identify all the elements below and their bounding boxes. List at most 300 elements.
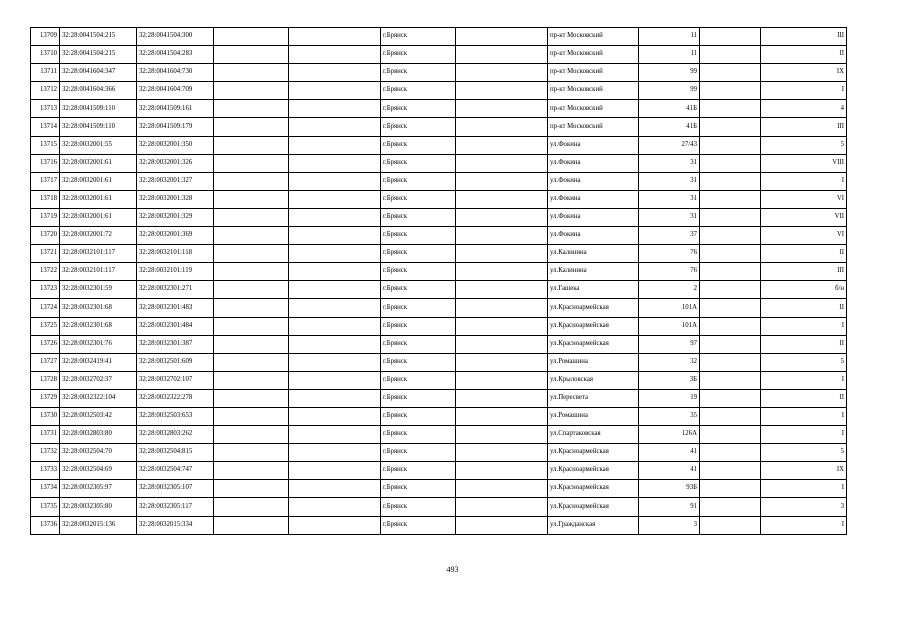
street-cell: ул.Гашека <box>548 281 639 299</box>
cadastral-object-cell: 32:28:0032301:387 <box>137 335 214 353</box>
empty-cell <box>456 299 548 317</box>
premises-number-cell: I <box>761 407 847 425</box>
house-number-cell: 93Б <box>639 480 700 498</box>
empty-cell <box>456 426 548 444</box>
table-row <box>31 299 847 317</box>
house-number-cell: 19 <box>639 389 700 407</box>
house-number-cell: 31 <box>639 190 700 208</box>
house-number-cell: 31 <box>639 208 700 226</box>
city-cell: г.Брянск <box>381 154 456 172</box>
row-number-cell: 13727 <box>31 353 60 371</box>
premises-number-cell: I <box>761 172 847 190</box>
empty-cell <box>289 208 381 226</box>
empty-cell <box>214 281 289 299</box>
empty-cell <box>700 389 761 407</box>
premises-number-cell: II <box>761 335 847 353</box>
street-cell: ул.Фокина <box>548 208 639 226</box>
street-cell: ул.Гражданская <box>548 516 639 534</box>
cadastral-object-cell: 32:28:0032001:369 <box>137 227 214 245</box>
street-cell: пр-кт Московский <box>548 46 639 64</box>
house-number-cell: 2 <box>639 281 700 299</box>
premises-number-cell: I <box>761 371 847 389</box>
empty-cell <box>289 389 381 407</box>
street-cell: ул.Фокина <box>548 154 639 172</box>
street-cell: пр-кт Московский <box>548 100 639 118</box>
empty-cell <box>214 136 289 154</box>
empty-cell <box>456 407 548 425</box>
empty-cell <box>700 371 761 389</box>
city-cell: г.Брянск <box>381 407 456 425</box>
street-cell: пр-кт Московский <box>548 28 639 46</box>
city-cell: г.Брянск <box>381 208 456 226</box>
street-cell: ул.Калинина <box>548 263 639 281</box>
house-number-cell: 126А <box>639 426 700 444</box>
empty-cell <box>700 28 761 46</box>
empty-cell <box>456 281 548 299</box>
empty-cell <box>456 154 548 172</box>
table-row <box>31 389 847 407</box>
premises-number-cell: 3 <box>761 498 847 516</box>
house-number-cell: 76 <box>639 245 700 263</box>
cadastral-parcel-cell: 32:28:0041509:110 <box>60 118 137 136</box>
cadastral-object-cell: 32:28:0041604:730 <box>137 64 214 82</box>
row-number-cell: 13731 <box>31 426 60 444</box>
cadastral-object-cell: 32:28:0032001:328 <box>137 190 214 208</box>
empty-cell <box>289 317 381 335</box>
table-row <box>31 190 847 208</box>
premises-number-cell: IX <box>761 64 847 82</box>
city-cell: г.Брянск <box>381 82 456 100</box>
cadastral-object-cell: 32:28:0032322:278 <box>137 389 214 407</box>
empty-cell <box>289 190 381 208</box>
city-cell: г.Брянск <box>381 136 456 154</box>
row-number-cell: 13714 <box>31 118 60 136</box>
table-row <box>31 516 847 534</box>
house-number-cell: 41 <box>639 462 700 480</box>
empty-cell <box>214 335 289 353</box>
empty-cell <box>700 299 761 317</box>
empty-cell <box>700 118 761 136</box>
street-cell: ул.Красноармейская <box>548 317 639 335</box>
row-number-cell: 13710 <box>31 46 60 64</box>
house-number-cell: 99 <box>639 82 700 100</box>
table-row <box>31 462 847 480</box>
empty-cell <box>456 335 548 353</box>
row-number-cell: 13732 <box>31 444 60 462</box>
empty-cell <box>456 64 548 82</box>
premises-number-cell: II <box>761 389 847 407</box>
cadastral-parcel-cell: 32:28:0032504:70 <box>60 444 137 462</box>
street-cell: ул.Фокина <box>548 136 639 154</box>
house-number-cell: 101А <box>639 299 700 317</box>
city-cell: г.Брянск <box>381 172 456 190</box>
premises-number-cell: III <box>761 28 847 46</box>
street-cell: ул.Фокина <box>548 227 639 245</box>
row-number-cell: 13718 <box>31 190 60 208</box>
empty-cell <box>700 227 761 245</box>
cadastral-parcel-cell: 32:28:0041504:215 <box>60 46 137 64</box>
empty-cell <box>289 462 381 480</box>
empty-cell <box>456 462 548 480</box>
cadastral-object-cell: 32:28:0032015:334 <box>137 516 214 534</box>
city-cell: г.Брянск <box>381 353 456 371</box>
empty-cell <box>289 516 381 534</box>
cadastral-parcel-cell: 32:28:0032305:97 <box>60 480 137 498</box>
table-row <box>31 118 847 136</box>
city-cell: г.Брянск <box>381 317 456 335</box>
city-cell: г.Брянск <box>381 28 456 46</box>
table-row <box>31 227 847 245</box>
cadastral-object-cell: 32:28:0032803:262 <box>137 426 214 444</box>
premises-number-cell: 5 <box>761 444 847 462</box>
premises-number-cell: I <box>761 480 847 498</box>
house-number-cell: 76 <box>639 263 700 281</box>
table-row <box>31 28 847 46</box>
row-number-cell: 13725 <box>31 317 60 335</box>
cadastral-object-cell: 32:28:0032001:327 <box>137 172 214 190</box>
row-number-cell: 13713 <box>31 100 60 118</box>
cadastral-object-cell: 32:28:0032305:117 <box>137 498 214 516</box>
cadastral-parcel-cell: 32:28:0041604:366 <box>60 82 137 100</box>
city-cell: г.Брянск <box>381 480 456 498</box>
house-number-cell: 41Б <box>639 100 700 118</box>
empty-cell <box>214 498 289 516</box>
empty-cell <box>700 172 761 190</box>
empty-cell <box>214 64 289 82</box>
empty-cell <box>289 498 381 516</box>
city-cell: г.Брянск <box>381 462 456 480</box>
empty-cell <box>700 190 761 208</box>
empty-cell <box>700 245 761 263</box>
empty-cell <box>456 82 548 100</box>
empty-cell <box>456 444 548 462</box>
house-number-cell: 3Б <box>639 371 700 389</box>
street-cell: пр-кт Московский <box>548 82 639 100</box>
cadastral-object-cell: 32:28:0041604:709 <box>137 82 214 100</box>
street-cell: ул.Крыловская <box>548 371 639 389</box>
cadastral-parcel-cell: 32:28:0032504:69 <box>60 462 137 480</box>
empty-cell <box>289 335 381 353</box>
empty-cell <box>214 172 289 190</box>
street-cell: ул.Красноармейская <box>548 335 639 353</box>
cadastral-object-cell: 32:28:0032301:483 <box>137 299 214 317</box>
city-cell: г.Брянск <box>381 46 456 64</box>
street-cell: ул.Красноармейская <box>548 444 639 462</box>
cadastral-object-cell: 32:28:0032305:107 <box>137 480 214 498</box>
city-cell: г.Брянск <box>381 100 456 118</box>
table-row <box>31 46 847 64</box>
house-number-cell: 97 <box>639 335 700 353</box>
empty-cell <box>700 208 761 226</box>
cadastral-parcel-cell: 32:28:0032001:61 <box>60 172 137 190</box>
empty-cell <box>214 263 289 281</box>
cadastral-object-cell: 32:28:0032504:815 <box>137 444 214 462</box>
street-cell: ул.Фокина <box>548 190 639 208</box>
empty-cell <box>214 227 289 245</box>
empty-cell <box>700 82 761 100</box>
street-cell: ул.Ромашина <box>548 407 639 425</box>
empty-cell <box>214 462 289 480</box>
house-number-cell: 91 <box>639 498 700 516</box>
city-cell: г.Брянск <box>381 335 456 353</box>
cadastral-parcel-cell: 32:28:0032305:80 <box>60 498 137 516</box>
empty-cell <box>289 299 381 317</box>
table-row <box>31 172 847 190</box>
row-number-cell: 13723 <box>31 281 60 299</box>
table-row <box>31 154 847 172</box>
row-number-cell: 13724 <box>31 299 60 317</box>
cadastral-parcel-cell: 32:28:0032419:41 <box>60 353 137 371</box>
house-number-cell: 41 <box>639 444 700 462</box>
empty-cell <box>289 245 381 263</box>
empty-cell <box>214 444 289 462</box>
premises-number-cell: I <box>761 82 847 100</box>
table-row <box>31 498 847 516</box>
empty-cell <box>214 100 289 118</box>
row-number-cell: 13712 <box>31 82 60 100</box>
premises-number-cell: I <box>761 426 847 444</box>
cadastral-object-cell: 32:28:0041509:161 <box>137 100 214 118</box>
empty-cell <box>214 480 289 498</box>
empty-cell <box>456 46 548 64</box>
cadastral-object-cell: 32:28:0032702:107 <box>137 371 214 389</box>
empty-cell <box>214 245 289 263</box>
row-number-cell: 13715 <box>31 136 60 154</box>
table-row <box>31 136 847 154</box>
premises-number-cell: III <box>761 263 847 281</box>
row-number-cell: 13719 <box>31 208 60 226</box>
row-number-cell: 13716 <box>31 154 60 172</box>
cadastral-parcel-cell: 32:28:0032001:61 <box>60 208 137 226</box>
cadastral-parcel-cell: 32:28:0032101:117 <box>60 245 137 263</box>
city-cell: г.Брянск <box>381 389 456 407</box>
premises-number-cell: II <box>761 46 847 64</box>
empty-cell <box>289 136 381 154</box>
table-row <box>31 317 847 335</box>
cadastral-parcel-cell: 32:28:0032101:117 <box>60 263 137 281</box>
city-cell: г.Брянск <box>381 516 456 534</box>
house-number-cell: 31 <box>639 154 700 172</box>
empty-cell <box>214 190 289 208</box>
table-row <box>31 407 847 425</box>
empty-cell <box>289 407 381 425</box>
empty-cell <box>700 407 761 425</box>
table-row <box>31 480 847 498</box>
registry-table <box>30 27 847 535</box>
premises-number-cell: I <box>761 317 847 335</box>
premises-number-cell: III <box>761 118 847 136</box>
empty-cell <box>456 227 548 245</box>
cadastral-object-cell: 32:28:0032504:747 <box>137 462 214 480</box>
cadastral-parcel-cell: 32:28:0032503:42 <box>60 407 137 425</box>
row-number-cell: 13733 <box>31 462 60 480</box>
row-number-cell: 13711 <box>31 64 60 82</box>
row-number-cell: 13717 <box>31 172 60 190</box>
empty-cell <box>214 28 289 46</box>
empty-cell <box>700 317 761 335</box>
empty-cell <box>700 154 761 172</box>
empty-cell <box>456 516 548 534</box>
empty-cell <box>700 444 761 462</box>
premises-number-cell: 5 <box>761 353 847 371</box>
street-cell: ул.Красноармейская <box>548 498 639 516</box>
row-number-cell: 13730 <box>31 407 60 425</box>
street-cell: ул.Фокина <box>548 172 639 190</box>
street-cell: ул.Пересвета <box>548 389 639 407</box>
city-cell: г.Брянск <box>381 444 456 462</box>
city-cell: г.Брянск <box>381 498 456 516</box>
cadastral-object-cell: 32:28:0032301:271 <box>137 281 214 299</box>
empty-cell <box>456 190 548 208</box>
row-number-cell: 13720 <box>31 227 60 245</box>
cadastral-object-cell: 32:28:0032301:484 <box>137 317 214 335</box>
premises-number-cell: 4 <box>761 100 847 118</box>
table-row <box>31 208 847 226</box>
cadastral-parcel-cell: 32:28:0041504:215 <box>60 28 137 46</box>
table-row <box>31 371 847 389</box>
empty-cell <box>700 335 761 353</box>
empty-cell <box>214 353 289 371</box>
house-number-cell: 35 <box>639 407 700 425</box>
cadastral-object-cell: 32:28:0032101:118 <box>137 245 214 263</box>
empty-cell <box>289 353 381 371</box>
street-cell: ул.Калинина <box>548 245 639 263</box>
cadastral-parcel-cell: 32:28:0032001:61 <box>60 154 137 172</box>
table-row <box>31 335 847 353</box>
table-row <box>31 263 847 281</box>
empty-cell <box>700 281 761 299</box>
premises-number-cell: б/н <box>761 281 847 299</box>
row-number-cell: 13721 <box>31 245 60 263</box>
empty-cell <box>289 82 381 100</box>
premises-number-cell: VI <box>761 227 847 245</box>
empty-cell <box>456 245 548 263</box>
house-number-cell: 32 <box>639 353 700 371</box>
empty-cell <box>214 389 289 407</box>
empty-cell <box>289 100 381 118</box>
empty-cell <box>700 46 761 64</box>
street-cell: пр-кт Московский <box>548 118 639 136</box>
empty-cell <box>456 136 548 154</box>
empty-cell <box>214 118 289 136</box>
city-cell: г.Брянск <box>381 118 456 136</box>
empty-cell <box>289 480 381 498</box>
cadastral-parcel-cell: 32:28:0032001:61 <box>60 190 137 208</box>
house-number-cell: 11 <box>639 46 700 64</box>
city-cell: г.Брянск <box>381 263 456 281</box>
empty-cell <box>214 371 289 389</box>
empty-cell <box>214 208 289 226</box>
house-number-cell: 27/43 <box>639 136 700 154</box>
empty-cell <box>289 64 381 82</box>
cadastral-object-cell: 32:28:0032001:350 <box>137 136 214 154</box>
city-cell: г.Брянск <box>381 64 456 82</box>
empty-cell <box>289 444 381 462</box>
cadastral-object-cell: 32:28:0032001:329 <box>137 208 214 226</box>
empty-cell <box>289 281 381 299</box>
empty-cell <box>214 407 289 425</box>
table-row <box>31 281 847 299</box>
premises-number-cell: II <box>761 245 847 263</box>
cadastral-parcel-cell: 32:28:0032015:136 <box>60 516 137 534</box>
premises-number-cell: VI <box>761 190 847 208</box>
empty-cell <box>700 498 761 516</box>
cadastral-object-cell: 32:28:0032101:119 <box>137 263 214 281</box>
empty-cell <box>214 516 289 534</box>
house-number-cell: 3 <box>639 516 700 534</box>
cadastral-parcel-cell: 32:28:0032301:59 <box>60 281 137 299</box>
empty-cell <box>456 172 548 190</box>
cadastral-parcel-cell: 32:28:0032322:104 <box>60 389 137 407</box>
empty-cell <box>289 371 381 389</box>
empty-cell <box>214 299 289 317</box>
empty-cell <box>700 136 761 154</box>
empty-cell <box>700 64 761 82</box>
empty-cell <box>456 118 548 136</box>
cadastral-parcel-cell: 32:28:0041509:110 <box>60 100 137 118</box>
empty-cell <box>700 263 761 281</box>
empty-cell <box>214 317 289 335</box>
empty-cell <box>700 462 761 480</box>
city-cell: г.Брянск <box>381 426 456 444</box>
empty-cell <box>456 480 548 498</box>
city-cell: г.Брянск <box>381 245 456 263</box>
cadastral-parcel-cell: 32:28:0032301:68 <box>60 299 137 317</box>
premises-number-cell: II <box>761 299 847 317</box>
row-number-cell: 13736 <box>31 516 60 534</box>
table-row <box>31 426 847 444</box>
cadastral-object-cell: 32:28:0032001:326 <box>137 154 214 172</box>
page-number: 493 <box>446 565 459 574</box>
cadastral-object-cell: 32:28:0032501:609 <box>137 353 214 371</box>
empty-cell <box>456 353 548 371</box>
house-number-cell: 31 <box>639 172 700 190</box>
cadastral-parcel-cell: 32:28:0032001:72 <box>60 227 137 245</box>
empty-cell <box>456 498 548 516</box>
empty-cell <box>700 480 761 498</box>
table-row <box>31 82 847 100</box>
city-cell: г.Брянск <box>381 371 456 389</box>
empty-cell <box>214 154 289 172</box>
empty-cell <box>289 46 381 64</box>
cadastral-parcel-cell: 32:28:0032001:55 <box>60 136 137 154</box>
empty-cell <box>289 28 381 46</box>
street-cell: ул.Красноармейская <box>548 462 639 480</box>
city-cell: г.Брянск <box>381 227 456 245</box>
empty-cell <box>700 353 761 371</box>
empty-cell <box>456 263 548 281</box>
street-cell: ул.Ромашина <box>548 353 639 371</box>
empty-cell <box>289 426 381 444</box>
table-row <box>31 245 847 263</box>
cadastral-parcel-cell: 32:28:0032803:80 <box>60 426 137 444</box>
row-number-cell: 13734 <box>31 480 60 498</box>
empty-cell <box>456 317 548 335</box>
premises-number-cell: IX <box>761 462 847 480</box>
empty-cell <box>289 154 381 172</box>
table-row <box>31 64 847 82</box>
empty-cell <box>456 100 548 118</box>
empty-cell <box>700 426 761 444</box>
empty-cell <box>456 389 548 407</box>
house-number-cell: 101А <box>639 317 700 335</box>
empty-cell <box>289 227 381 245</box>
cadastral-object-cell: 32:28:0032503:653 <box>137 407 214 425</box>
table-body <box>31 28 847 535</box>
row-number-cell: 13722 <box>31 263 60 281</box>
house-number-cell: 41Б <box>639 118 700 136</box>
cadastral-parcel-cell: 32:28:0032702:37 <box>60 371 137 389</box>
